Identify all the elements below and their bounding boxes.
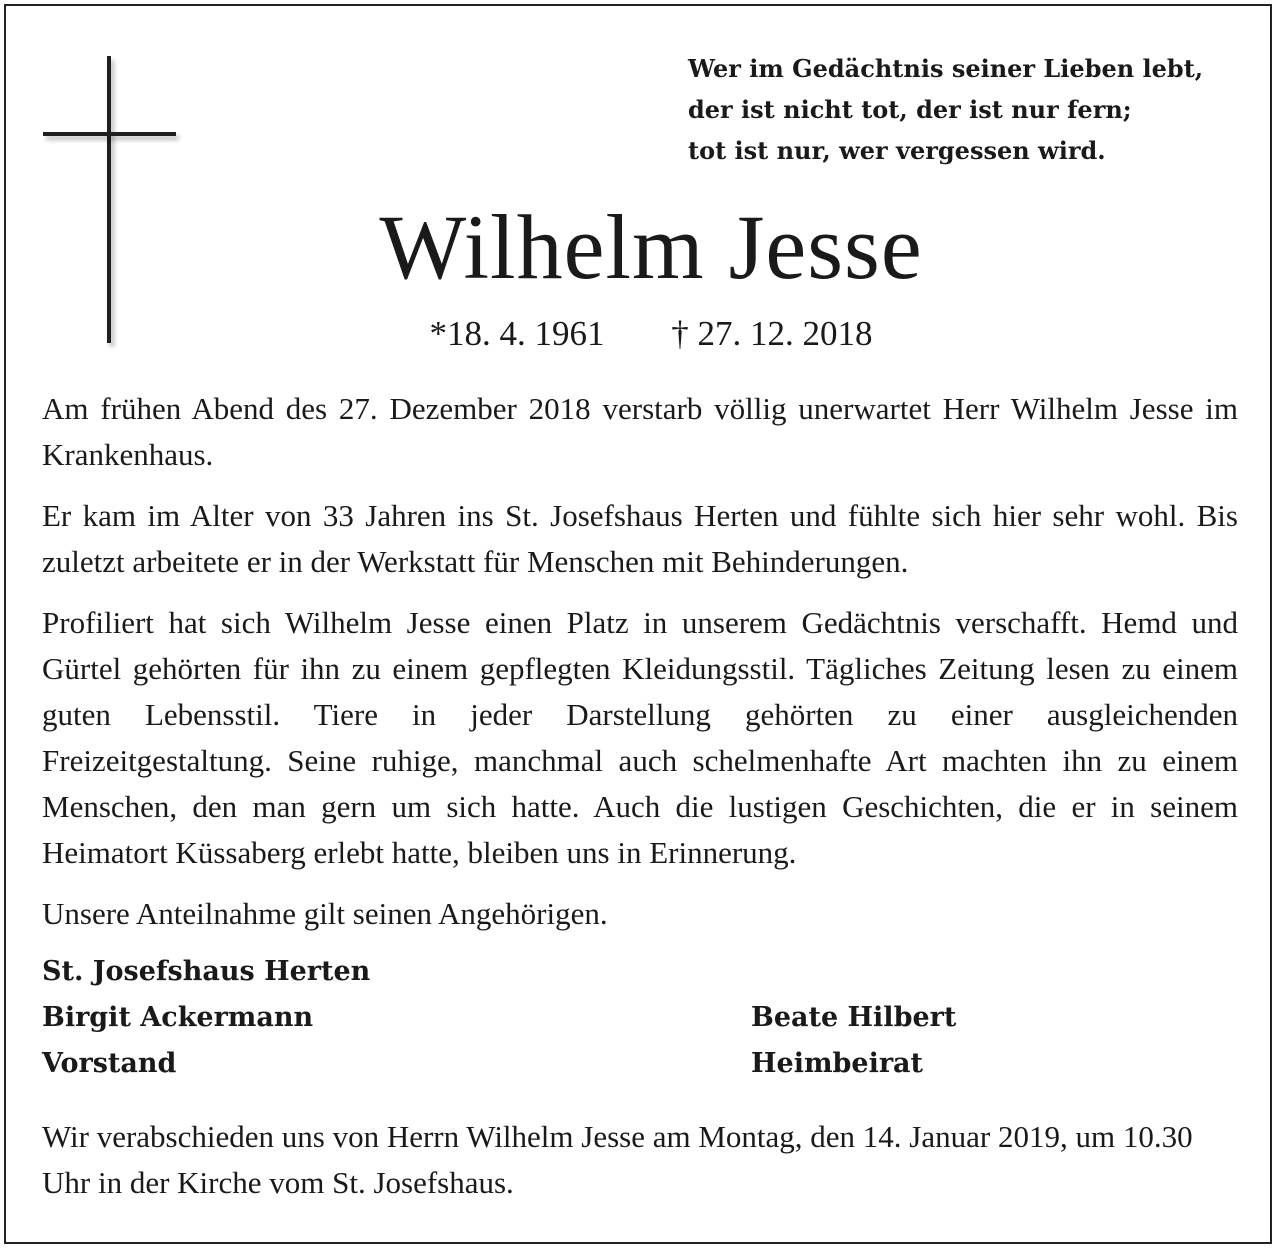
signer-organization: St. Josefshaus Herten	[42, 956, 371, 987]
body-paragraph: Am frühen Abend des 27. Dezember 2018 verstarb völlig unerwartet Herr Wilhelm Jesse im Krankenhaus.	[42, 391, 1238, 472]
signer-right	[751, 995, 956, 1087]
motto-line: Wer im Gedächtnis seiner Lieben lebt,	[688, 54, 1204, 83]
signer-left	[42, 995, 313, 1087]
memorial-motto	[688, 48, 1258, 171]
body-paragraph: Er kam im Alter von 33 Jahren ins St. Josefshaus Herten und fühlte sich hier sehr wohl. Bis zuletzt arbeitete er in der Werkstatt für Menschen mit Behinderungen.	[42, 498, 1238, 579]
signer-name: Birgit Ackermann	[42, 1002, 314, 1033]
signer-role: Vorstand	[42, 1048, 177, 1079]
body-paragraph: Profiliert hat sich Wilhelm Jesse einen Platz in unserem Gedächtnis verschafft. Hemd und Gürtel gehörten für ihn zu einem gepflegten Kleidungsstil. Tägliches Zeitung lesen zu einem guten Lebensstil. Tiere in jeder Darstellung gehörten zu einer ausgleichenden Freizeitgestaltung. Seine ruhige, manchmal auch schelmenhafte Art machten ihn zu einem Menschen, den man gern um sich hatte. Auch die lustigen Geschichten, die er in seinem Heimatort Küssaberg erlebt hatte, bleiben uns in Erinnerung.	[42, 605, 1238, 870]
signer-role: Heimbeirat	[751, 1048, 924, 1079]
deceased-name: Wilhelm Jesse	[379, 196, 923, 298]
motto-line: der ist nicht tot, der ist nur fern;	[688, 95, 1132, 124]
farewell-announcement: Wir verabschieden uns von Herrn Wilhelm Jesse am Montag, den 14. Januar 2019, um 10.30 Uhr in der Kirche vom St. Josefshaus.	[42, 1119, 1193, 1200]
motto-line: tot ist nur, wer vergessen wird.	[688, 136, 1106, 165]
cross-horizontal-bar	[43, 132, 176, 136]
life-dates	[6, 312, 1272, 356]
death-date: † 27. 12. 2018	[671, 314, 873, 353]
obituary-body	[42, 386, 1238, 952]
body-paragraph: Unsere Anteilnahme gilt seinen Angehörigen.	[42, 896, 608, 931]
signatories	[42, 949, 1238, 1079]
signer-name: Beate Hilbert	[751, 1002, 957, 1033]
obituary-notice	[4, 4, 1272, 1244]
birth-date: *18. 4. 1961	[429, 314, 605, 353]
